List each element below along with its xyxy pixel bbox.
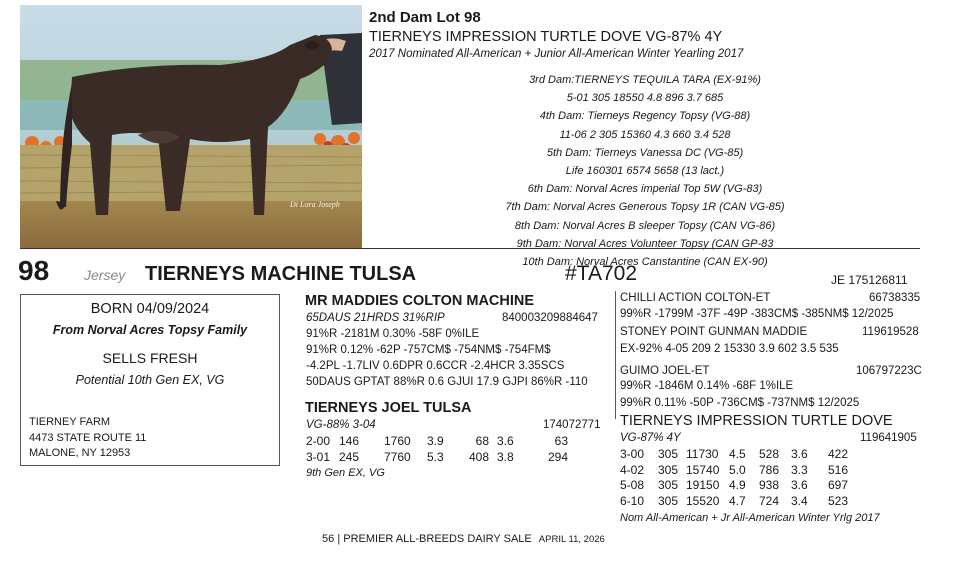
table-cell: 294 [547,449,568,464]
pedigree-line: 9th Dam: Norval Acres Volunteer Topsy (CAN GP-83 [516,237,774,250]
dam-note: 9th Gen EX, VG [306,467,385,479]
section-divider [20,248,920,249]
sire-line: -4.2PL -1.7LIV 0.6DPR 0.6CCR -2.4HCR 3.35SCS [306,360,565,372]
table-row [620,463,854,479]
table-row [620,478,854,494]
registration-number: JE 175126811 [831,273,908,287]
farm-city: MALONE, NY 12953 [29,447,131,459]
sire-line: 50DAUS GPTAT 88%R 0.6 GJUI 17.9 GJPI 86%R -110 [306,376,588,388]
sire-line: 91%R 0.12% -62P -757CM$ -754NM$ -754FM$ [306,344,551,356]
potential-line: Potential 10th Gen EX, VG [75,373,225,387]
table-cell: 408 [468,449,489,464]
table-cell: 4.9 [729,478,746,492]
lot-number: 98 [18,255,50,286]
table-cell: 3.6 [497,434,514,448]
table-cell: 3-00 [620,447,645,461]
table-cell: 516 [828,462,849,477]
dam-dam-classification: VG-87% 4Y [620,432,681,444]
table-row [620,494,854,510]
dam-dam-name: TIERNEYS IMPRESSION TURTLE DOVE [620,413,893,429]
table-cell: 3.4 [791,493,808,508]
table-cell: 3.6 [791,478,808,492]
table-cell: 523 [828,493,849,508]
table-cell: 1760 [384,434,411,448]
dam-classification: VG-88% 3-04 [306,419,376,431]
table-cell: 15740 [686,462,720,477]
pedigree-line: 8th Dam: Norval Acres B sleeper Topsy (CAN VG-86) [514,219,776,232]
table-cell: 4.5 [729,447,746,461]
dam-dam-records-table [620,447,854,509]
sire-code: 65DAUS 21HRDS 31%RIP [306,312,445,324]
breed-label: Jersey [84,267,126,283]
pedigree-line: 6th Dam: Norval Acres imperial Top 5W (VG-83) [527,183,763,196]
cow-name: TIERNEYS MACHINE TULSA [145,263,417,285]
page-number: 56 [322,533,335,545]
pedigree-line: 7th Dam: Norval Acres Generous Topsy 1R (CAN VG-85) [505,201,785,214]
table-cell: 146 [339,434,360,448]
sire-dam-name: STONEY POINT GUNMAN MADDIE [620,326,808,338]
photo-watermark: Di Lora Joseph [290,200,340,209]
table-cell: 15520 [686,493,720,508]
second-dam-award: 2017 Nominated All-American + Junior All-American Winter Yearling 2017 [369,48,744,60]
tag-number: #TA702 [565,262,637,285]
dam-dam-note: Nom All-American + Jr All-American Winter Yrlg 2017 [620,512,880,524]
pedigree-list [500,71,790,271]
table-row [306,450,568,466]
sire-sire-id: 66738335 [869,292,921,304]
table-cell: 5-08 [620,478,645,492]
sale-title: PREMIER ALL-BREEDS DAIRY SALE [343,533,532,545]
table-cell: 938 [759,478,780,492]
pedigree-line: 4th Dam: Tierneys Regency Topsy (VG-88) [539,110,751,123]
table-cell: 305 [658,493,679,508]
table-cell: 5.3 [427,449,444,464]
table-cell: 19150 [686,478,720,492]
footer-separator: | [337,533,341,545]
sire-dam-id: 119619528 [862,326,919,338]
table-cell: 305 [658,478,679,492]
table-cell: 5.0 [729,462,746,477]
dam-id: 174072771 [543,419,601,431]
table-cell: 724 [759,493,780,508]
pedigree-line: 10th Dam: Norval Acres Canstantine (CAN EX-90) [522,255,768,268]
farm-name: TIERNEY FARM [29,416,111,428]
column-divider [615,291,616,419]
info-box [20,294,280,466]
dam-sire-line: 99%R 0.11% -50P -736CM$ -737NM$ 12/2025 [620,397,860,409]
table-cell: 6-10 [620,493,645,508]
pedigree-line: 5-01 305 18550 4.8 896 3.7 685 [566,92,724,105]
sire-name: MR MADDIES COLTON MACHINE [305,293,535,309]
farm-address: 4473 STATE ROUTE 11 [29,432,147,444]
table-cell: 3.6 [791,447,808,461]
table-row [306,434,568,450]
sire-sire-name: CHILLI ACTION COLTON-ET [620,292,771,304]
sire-id: 840003209884647 [502,312,598,324]
cow-photo [20,5,362,248]
sire-dam-line: EX-92% 4-05 209 2 15330 3.9 602 3.5 535 [620,343,839,355]
table-cell: 305 [658,447,679,461]
sale-date: APRIL 11, 2026 [538,534,605,545]
table-cell: 3.8 [497,449,514,464]
sire-line: 91%R -2181M 0.30% -58F 0%ILE [306,328,480,340]
dam-sire-line: 99%R -1846M 0.14% -68F 1%ILE [620,380,794,392]
dam-sire-name: GUIMO JOEL-ET [620,365,710,377]
table-cell: 786 [759,462,780,477]
table-row [620,447,854,463]
table-cell: 305 [658,462,679,477]
dam-sire-id: 106797223C [856,365,922,377]
table-cell: 3.9 [427,434,444,448]
table-cell: 2-00 [306,434,331,448]
table-cell: 4-02 [620,462,645,477]
table-cell: 11730 [686,447,719,461]
pedigree-line: Life 160301 6574 5658 (13 lact.) [565,164,725,177]
family-line: From Norval Acres Topsy Family [52,323,248,337]
dam-dam-id: 119641905 [860,432,917,444]
table-cell: 3.3 [791,462,808,477]
second-dam-heading: 2nd Dam Lot 98 [369,9,481,26]
sire-sire-line: 99%R -1799M -37F -49P -383CM$ -385NM$ 12/2025 [620,308,894,320]
born-date: BORN 04/09/2024 [90,301,210,317]
pedigree-line: 3rd Dam:TIERNEYS TEQUILA TARA (EX-91%) [529,74,761,86]
table-cell: 3-01 [306,449,331,464]
sells-fresh: SELLS FRESH [102,350,198,366]
dam-records-table [306,434,568,465]
page-footer [322,533,605,545]
table-cell: 68 [475,434,489,448]
pedigree-line: 5th Dam: Tierneys Vanessa DC (VG-85) [546,146,744,159]
table-cell: 4.7 [729,493,746,508]
table-cell: 7760 [384,449,411,464]
dam-name: TIERNEYS JOEL TULSA [305,400,472,416]
table-cell: 422 [828,447,849,461]
table-cell: 245 [339,449,360,464]
table-cell: 528 [759,447,780,461]
second-dam-name: TIERNEYS IMPRESSION TURTLE DOVE VG-87% 4Y [369,29,723,45]
table-cell: 697 [828,478,849,492]
pedigree-line: 11-06 2 305 15360 4.3 660 3.4 528 [559,128,731,141]
table-cell: 63 [554,434,568,448]
